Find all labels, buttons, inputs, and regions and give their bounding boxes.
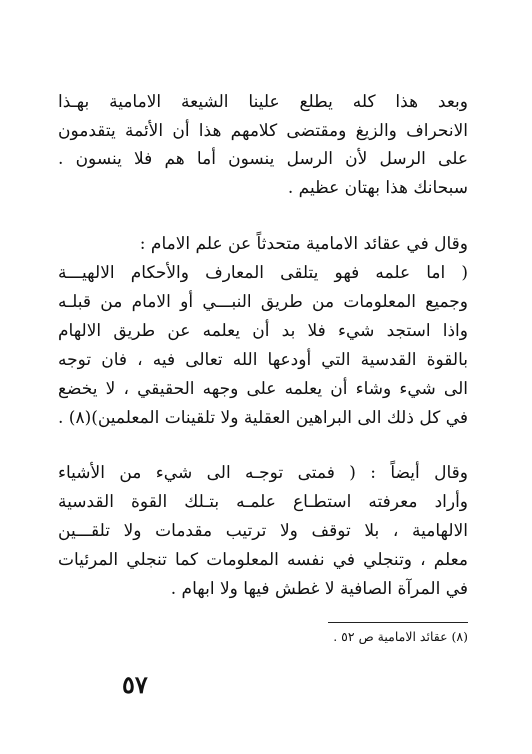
paragraph-2	[58, 230, 468, 433]
text-line: بالقوة القدسية التي أودعها الله تعالى فيه ، فان توجه	[58, 350, 468, 370]
paragraph-1	[58, 88, 468, 202]
text-line: وقال أيضاً : ( فمتى توجـه الى شيء من الأشياء	[58, 463, 468, 483]
page-number: ٥٧	[122, 670, 148, 699]
text-line: على الرسل لأن الرسل ينسون أما هم فلا ينسون .	[58, 149, 468, 169]
text-line: معلم ، وتنجلي في نفسه المعلومات كما تنجلي المرئيات	[58, 550, 468, 570]
text-line: واذا استجد شيء فلا بد أن يعلمه عن طريق الالهام	[58, 321, 468, 341]
text-line: وجميع المعلومات من طريق النبـــي أو الامام من قبلـه	[58, 292, 468, 312]
text-line: وأراد معرفته استطـاع علمـه بتـلك القوة القدسية	[58, 492, 468, 512]
text-line: الالهامية ، بلا توقف ولا ترتيب مقدمات ولا تلقـــين	[58, 521, 468, 541]
footnote-divider	[328, 622, 468, 623]
text-line: ( اما علمه فهو يتلقى المعارف والأحكام الالهيـــة	[58, 263, 468, 283]
paragraph-3	[58, 459, 468, 604]
footnote: (٨) عقائد الامامية ص ٥٢ .	[333, 629, 468, 644]
text-line: في المرآة الصافية لا غطش فيها ولا ابهام .	[170, 579, 468, 599]
text-line: سبحانك هذا بهتان عظيم .	[287, 177, 468, 198]
text-line: وبعد هذا كله يطلع علينا الشيعة الامامية بهـذا	[58, 92, 468, 112]
text-line: الى شيء وشاء أن يعلمه على وجهه الحقيقي ، لا يخضع	[58, 379, 468, 399]
text-line: وقال في عقائد الامامية متحدثاً عن علم الامام :	[139, 234, 468, 254]
text-line: في كل ذلك الى البراهين العقلية ولا تلقينات المعلمين)(٨) .	[57, 408, 468, 428]
text-line: الانحراف والزيغ ومقتضى كلامهم هذا أن الأئمة يتقدمون	[58, 120, 468, 141]
